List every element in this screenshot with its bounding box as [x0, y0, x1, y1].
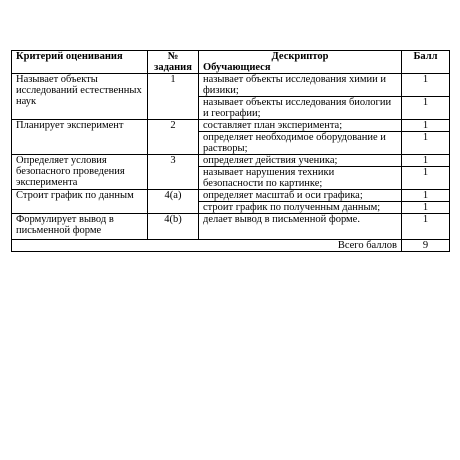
header-task-number	[148, 51, 199, 74]
task-number-cell: 2	[148, 120, 199, 155]
table-row	[12, 214, 450, 240]
total-value: 9	[402, 240, 450, 252]
task-number-cell: 1	[148, 74, 199, 120]
rubric-table	[11, 50, 450, 252]
descriptor-cell: называет нарушения техники безопасности по картинке;	[199, 167, 402, 190]
table-row	[12, 120, 450, 132]
header-score: Балл	[402, 51, 450, 74]
criterion-cell: Называет объекты исследований естественных наук	[12, 74, 148, 120]
score-cell: 1	[402, 97, 450, 120]
descriptor-cell: строит график по полученным данным;	[199, 202, 402, 214]
criterion-cell: Планирует эксперимент	[12, 120, 148, 155]
header-descriptor	[199, 51, 402, 74]
task-number-cell: 4(a)	[148, 190, 199, 214]
table-row	[12, 190, 450, 202]
table-row	[12, 155, 450, 167]
descriptor-cell: составляет план эксперимента;	[199, 120, 402, 132]
score-cell: 1	[402, 120, 450, 132]
descriptor-cell: определяет действия ученика;	[199, 155, 402, 167]
task-number-cell: 4(b)	[148, 214, 199, 240]
descriptor-cell: называет объекты исследования биологии и географии;	[199, 97, 402, 120]
criterion-cell: Определяет условия безопасного проведения эксперимента	[12, 155, 148, 190]
score-cell: 1	[402, 132, 450, 155]
score-cell: 1	[402, 155, 450, 167]
criterion-cell: Формулирует вывод в письменной форме	[12, 214, 148, 240]
score-cell: 1	[402, 202, 450, 214]
header-criterion: Критерий оценивания	[12, 51, 148, 74]
task-number-cell: 3	[148, 155, 199, 190]
header-task-number-line2: задания	[154, 62, 192, 73]
descriptor-cell: делает вывод в письменной форме.	[199, 214, 402, 240]
total-label: Всего баллов	[12, 240, 402, 252]
header-learners: Обучающиеся	[203, 62, 271, 73]
descriptor-cell: определяет масштаб и оси графика;	[199, 190, 402, 202]
header-row	[12, 51, 450, 74]
descriptor-cell: называет объекты исследования химии и физики;	[199, 74, 402, 97]
score-cell: 1	[402, 74, 450, 97]
score-cell: 1	[402, 214, 450, 240]
total-row	[12, 240, 450, 252]
header-descriptor-title: Дескриптор	[271, 51, 329, 62]
header-task-number-line1: №	[167, 51, 179, 62]
score-cell: 1	[402, 190, 450, 202]
score-cell: 1	[402, 167, 450, 190]
descriptor-cell: определяет необходимое оборудование и растворы;	[199, 132, 402, 155]
criterion-cell: Строит график по данным	[12, 190, 148, 214]
table-row	[12, 74, 450, 97]
